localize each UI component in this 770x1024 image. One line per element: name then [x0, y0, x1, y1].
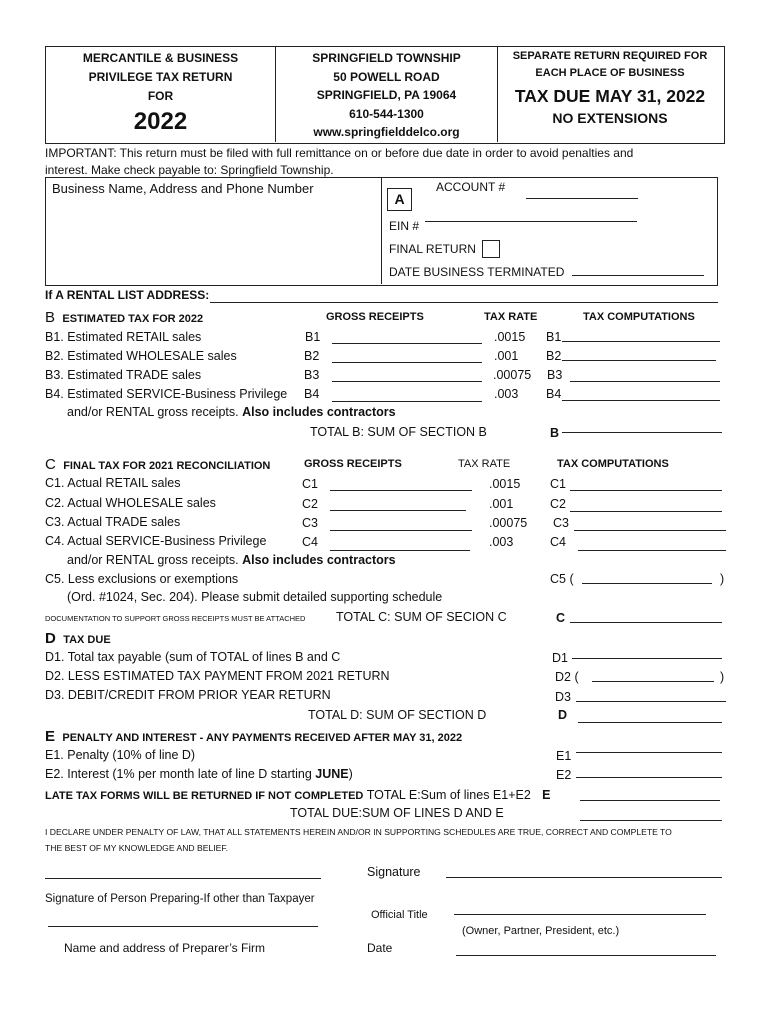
b2-receipts-field[interactable]: [332, 362, 482, 363]
c5-close: ): [720, 572, 725, 586]
b2-rate: .001: [494, 349, 519, 363]
c3-code: C3: [302, 516, 318, 530]
total-b-field[interactable]: [562, 432, 722, 433]
declaration-line-2: THE BEST OF MY KNOWLEDGE AND BELIEF.: [45, 843, 229, 853]
township-phone: 610-544-1300: [349, 106, 424, 121]
b1-code: B1: [305, 330, 321, 344]
d2-field[interactable]: [592, 681, 714, 682]
late-forms-warning: LATE TAX FORMS WILL BE RETURNED IF NOT COMPLETED: [45, 790, 364, 802]
section-c-heading: [45, 456, 270, 473]
c2-label: C2. Actual WHOLESALE sales: [45, 496, 216, 510]
b4-comp-code: B4: [546, 387, 562, 401]
e2-code: E2: [556, 768, 572, 782]
c1-comp-code: C1: [550, 477, 566, 491]
b3-comp-field[interactable]: [570, 381, 720, 382]
business-box-divider: [381, 177, 382, 284]
rental-address-label: If A RENTAL LIST ADDRESS:: [45, 288, 210, 302]
section-c-letter: C: [45, 456, 56, 473]
e1-code: E1: [556, 749, 572, 763]
b4-code: B4: [304, 387, 320, 401]
c1-receipts-field[interactable]: [330, 490, 472, 491]
official-title-field[interactable]: [454, 914, 706, 915]
official-title-label: Official Title: [371, 909, 428, 921]
section-c-col-comp: TAX COMPUTATIONS: [557, 458, 669, 470]
b4-rate: .003: [494, 387, 519, 401]
b-contractors-text: Also includes contractors: [242, 405, 396, 419]
d2-close: ): [720, 670, 725, 684]
section-d-heading: [45, 630, 111, 647]
c5-field[interactable]: [582, 583, 712, 584]
e2-close: ): [348, 767, 353, 781]
b1-rate: .0015: [494, 330, 526, 344]
section-d-letter: D: [45, 630, 56, 647]
final-return-label: FINAL RETURN: [389, 242, 476, 256]
section-e-title: PENALTY AND INTEREST - ANY PAYMENTS RECEIVED AFTER MAY 31, 2022: [62, 732, 463, 744]
b3-rate: .00075: [493, 368, 532, 382]
section-b-heading: [45, 309, 203, 326]
rental-address-field[interactable]: [210, 302, 718, 303]
section-e-heading: [45, 728, 462, 745]
account-label: ACCOUNT #: [436, 180, 506, 194]
business-name-label: Business Name, Address and Phone Number: [52, 181, 314, 196]
c-contractors-text: Also includes contractors: [242, 553, 396, 567]
total-d-label: TOTAL D: SUM OF SECTION D: [308, 708, 487, 722]
e2-field[interactable]: [576, 777, 722, 778]
date-field[interactable]: [456, 955, 716, 956]
total-due-label: TOTAL DUE:SUM OF LINES D AND E: [290, 806, 504, 820]
c3-comp-field[interactable]: [574, 530, 726, 531]
tax-due-date: TAX DUE MAY 31, 2022: [514, 86, 706, 106]
documentation-note: DOCUMENTATION TO SUPPORT GROSS RECEIPTS MUST BE ATTACHED: [45, 614, 306, 623]
account-number-field[interactable]: [526, 198, 638, 199]
preparer-signature-field[interactable]: [48, 926, 318, 927]
section-b-title: ESTIMATED TAX FOR 2022: [62, 313, 204, 325]
township-city: SPRINGFIELD, PA 19064: [316, 88, 457, 102]
c-rental-text: and/or RENTAL gross receipts.: [67, 553, 239, 567]
total-c-field[interactable]: [570, 622, 722, 623]
late-forms-line: [45, 788, 551, 802]
c1-rate: .0015: [489, 477, 521, 491]
township-website[interactable]: www.springfielddelco.org: [313, 125, 460, 139]
separate-return-note: [498, 48, 722, 82]
total-b-code: B: [550, 426, 560, 440]
total-e-code: E: [542, 788, 551, 802]
c5-ordinance-note: (Ord. #1024, Sec. 204). Please submit detailed supporting schedule: [67, 590, 443, 604]
c3-receipts-field[interactable]: [330, 530, 472, 531]
b3-receipts-field[interactable]: [332, 381, 482, 382]
section-d-title: TAX DUE: [63, 634, 111, 646]
e2-month: JUNE: [315, 767, 349, 781]
form-title-line-1: MERCANTILE & BUSINESS: [82, 51, 239, 65]
b4-label: B4. Estimated SERVICE-Business Privilege: [45, 387, 288, 401]
c1-code: C1: [302, 477, 318, 491]
total-d-field[interactable]: [578, 722, 722, 723]
total-e-field[interactable]: [580, 800, 720, 801]
b-rental-text: and/or RENTAL gross receipts.: [67, 405, 239, 419]
c4-label: C4. Actual SERVICE-Business Privilege: [45, 534, 267, 548]
d3-field[interactable]: [576, 701, 726, 702]
b1-receipts-field[interactable]: [332, 343, 482, 344]
c2-comp-code: C2: [550, 497, 566, 511]
b2-label: B2. Estimated WHOLESALE sales: [45, 349, 237, 363]
d1-code: D1: [552, 651, 568, 665]
c4-rate: .003: [489, 535, 514, 549]
date-terminated-label: DATE BUSINESS TERMINATED: [389, 265, 565, 279]
e2-text: E2. Interest (1% per month late of line D starting: [45, 767, 312, 781]
section-c-title: FINAL TAX FOR 2021 RECONCILIATION: [63, 460, 271, 472]
township-name: SPRINGFIELD TOWNSHIP: [312, 51, 461, 65]
preparer-signature-label: Signature of Person Preparing-If other than Taxpayer: [45, 893, 315, 905]
no-extensions: NO EXTENSIONS: [552, 110, 668, 126]
form-title-line-2: PRIVILEGE TAX RETURN: [88, 70, 233, 84]
d2-label: D2. LESS ESTIMATED TAX PAYMENT FROM 2021 RETURN: [45, 669, 390, 683]
important-line-2: interest. Make check payable to: Springfield Township.: [45, 163, 334, 177]
form-title: [46, 49, 275, 106]
final-return-checkbox[interactable]: [482, 240, 500, 258]
business-name-field[interactable]: [52, 198, 374, 278]
section-e-letter: E: [45, 728, 56, 745]
c4-comp-field[interactable]: [578, 550, 726, 551]
c-rental-line: [67, 553, 396, 567]
signature-field[interactable]: [446, 877, 722, 878]
important-note: [45, 145, 633, 179]
c2-comp-field[interactable]: [570, 511, 722, 512]
section-b-col-comp: TAX COMPUTATIONS: [583, 311, 695, 323]
b4-comp-field[interactable]: [562, 400, 720, 401]
account-a-box: A: [387, 188, 412, 211]
township-street: 50 POWELL ROAD: [333, 69, 440, 84]
c3-label: C3. Actual TRADE sales: [45, 515, 181, 529]
ein-field[interactable]: [425, 221, 637, 222]
separate-return-line-1: SEPARATE RETURN REQUIRED FOR: [512, 50, 708, 62]
total-c-code: C: [556, 611, 566, 625]
d1-label: D1. Total tax payable (sum of TOTAL of lines B and C: [45, 650, 341, 664]
signature-label: Signature: [367, 865, 421, 879]
total-due-field[interactable]: [580, 820, 722, 821]
c3-comp-code: C3: [553, 516, 569, 530]
preparer-firm-label: Name and address of Preparer’s Firm: [64, 941, 265, 955]
total-c-label: TOTAL C: SUM OF SECION C: [336, 610, 507, 624]
b4-receipts-field[interactable]: [332, 401, 482, 402]
c1-comp-field[interactable]: [570, 490, 722, 491]
c2-rate: .001: [489, 497, 514, 511]
form-year: 2022: [133, 108, 188, 135]
b-rental-line: [67, 405, 396, 419]
section-c-col-receipts: GROSS RECEIPTS: [304, 458, 402, 470]
separate-return-line-2: EACH PLACE OF BUSINESS: [535, 67, 685, 79]
total-e-label: TOTAL E:Sum of lines E1+E2: [366, 788, 531, 802]
c2-code: C2: [302, 497, 318, 511]
d1-field[interactable]: [572, 658, 722, 659]
section-b-col-receipts: GROSS RECEIPTS: [326, 311, 424, 323]
township-address: [276, 49, 497, 142]
ein-label: EIN #: [389, 219, 420, 233]
taxpayer-name-field[interactable]: [45, 878, 321, 879]
b1-comp-field[interactable]: [562, 341, 720, 342]
section-c-col-rate: TAX RATE: [458, 458, 511, 470]
important-line-1: IMPORTANT: This return must be filed with full remittance on or before due date in order to avoid penalties and: [45, 146, 634, 160]
c5-code: C5 (: [550, 572, 574, 586]
form-title-line-3: FOR: [147, 89, 174, 103]
d3-code: D3: [555, 690, 571, 704]
b3-label: B3. Estimated TRADE sales: [45, 368, 202, 382]
c3-rate: .00075: [489, 516, 528, 530]
c4-receipts-field[interactable]: [330, 550, 470, 551]
official-title-hint: (Owner, Partner, President, etc.): [462, 925, 620, 937]
b3-code: B3: [304, 368, 320, 382]
b1-label: B1. Estimated RETAIL sales: [45, 330, 202, 344]
b2-code: B2: [304, 349, 320, 363]
c4-comp-code: C4: [550, 535, 566, 549]
c4-code: C4: [302, 535, 318, 549]
b1-comp-code: B1: [546, 330, 562, 344]
c5-label: C5. Less exclusions or exemptions: [45, 572, 239, 586]
d3-label: D3. DEBIT/CREDIT FROM PRIOR YEAR RETURN: [45, 688, 331, 702]
total-d-code: D: [558, 708, 568, 722]
total-b-label: TOTAL B: SUM OF SECTION B: [310, 425, 487, 439]
c2-receipts-field[interactable]: [330, 510, 466, 511]
e1-label: E1. Penalty (10% of line D): [45, 748, 196, 762]
date-terminated-field[interactable]: [572, 275, 704, 276]
e1-field[interactable]: [576, 752, 722, 753]
section-b-letter: B: [45, 309, 56, 326]
b2-comp-code: B2: [546, 349, 562, 363]
date-label: Date: [367, 941, 393, 955]
b3-comp-code: B3: [547, 368, 563, 382]
d2-code: D2 (: [555, 670, 579, 684]
section-b-col-rate: TAX RATE: [484, 311, 538, 323]
declaration-line-1: I DECLARE UNDER PENALTY OF LAW, THAT ALL STATEMENTS HEREIN AND/OR IN SUPPORTING SCHEDULES ARE TRUE, CORRECT AND COMPLETE TO: [45, 827, 672, 837]
c1-label: C1. Actual RETAIL sales: [45, 476, 181, 490]
declaration: [45, 824, 672, 856]
e2-label: [45, 767, 353, 781]
b2-comp-field[interactable]: [562, 360, 716, 361]
